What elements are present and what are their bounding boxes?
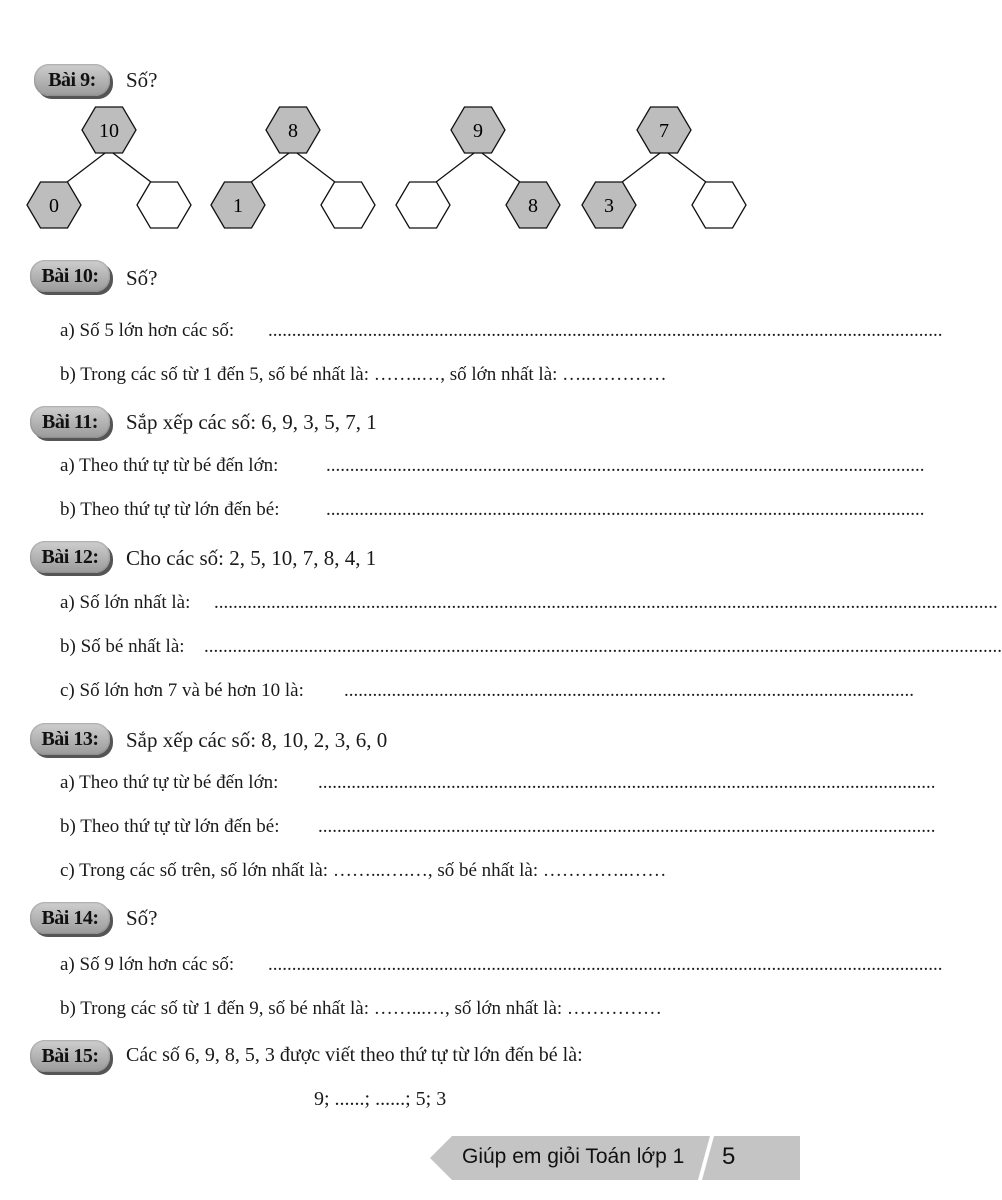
ex10-question-b [60, 364, 667, 386]
ex14-b-blank-largest[interactable]: …………… [566, 998, 662, 1019]
ex11-question-a: a) Theo thứ tự từ bé đến lớn: [60, 455, 279, 476]
exercise-10-badge: Bài 10: [30, 260, 110, 292]
ex12-answer-a-blank[interactable]: ..................................................................................................................................................................... [214, 592, 998, 613]
exercise-11-title: Sắp xếp các số: 6, 9, 3, 5, 7, 1 [126, 410, 377, 434]
ex13-c-blank-largest[interactable]: ……...….…, [332, 860, 433, 881]
bond-4-top: 7 [659, 120, 669, 142]
exercise-14-badge: Bài 14: [30, 902, 110, 934]
bond-2-top: 8 [288, 120, 298, 142]
ex12-question-b: b) Số bé nhất là: [60, 636, 185, 657]
exercise-13-badge: Bài 13: [30, 723, 110, 755]
ex13-question-c [60, 860, 666, 882]
exercise-15-title: Các số 6, 9, 8, 5, 3 được viết theo thứ tự từ lớn đến bé là: [126, 1044, 583, 1066]
page-number: 5 [722, 1143, 736, 1170]
ex10-b-text-mid: số lớn nhất là: [449, 364, 558, 385]
ex11-answer-b-blank[interactable]: .............................................................................................................................. [326, 499, 925, 520]
ex11-answer-a-blank[interactable]: .............................................................................................................................. [326, 455, 925, 476]
number-bond-diagrams [0, 0, 800, 260]
number-bond-4 [582, 107, 746, 228]
ex10-answer-a-blank[interactable]: .............................................................................................................................................. [268, 320, 943, 341]
exercise-9-title: Số? [126, 68, 158, 92]
ex13-c-text: c) Trong các số trên, số lớn nhất là: [60, 860, 329, 881]
number-bond-1 [27, 107, 191, 228]
exercise-13-title: Sắp xếp các số: 8, 10, 2, 3, 6, 0 [126, 728, 388, 752]
bond-2-left: 1 [233, 195, 243, 217]
bond-1-top: 10 [99, 120, 119, 142]
ex14-answer-a-blank[interactable]: .............................................................................................................................................. [268, 954, 943, 975]
exercise-12-badge: Bài 12: [30, 541, 110, 573]
ex12-answer-c-blank[interactable]: ........................................................................................................................ [344, 680, 914, 701]
footer-book-title: Giúp em giỏi Toán lớp 1 [462, 1145, 685, 1168]
ex13-question-a: a) Theo thứ tự từ bé đến lớn: [60, 772, 279, 793]
exercise-12-title: Cho các số: 2, 5, 10, 7, 8, 4, 1 [126, 546, 377, 570]
bond-3-top: 9 [473, 120, 483, 142]
ex10-question-a: a) Số 5 lớn hơn các số: [60, 320, 235, 341]
number-bond-2 [211, 107, 375, 228]
ex14-b-text: b) Trong các số từ 1 đến 9, số bé nhất là: [60, 998, 369, 1019]
exercise-10-title: Số? [126, 266, 158, 290]
ex12-question-a: a) Số lớn nhất là: [60, 592, 191, 613]
ex12-question-c: c) Số lớn hơn 7 và bé hơn 10 là: [60, 680, 304, 701]
ex14-b-text-mid: số lớn nhất là: [454, 998, 563, 1019]
ex14-question-a: a) Số 9 lớn hơn các số: [60, 954, 235, 975]
exercise-14-title: Số? [126, 906, 158, 930]
ex10-b-blank-largest[interactable]: …..………… [562, 364, 667, 385]
ex11-question-b: b) Theo thứ tự từ lớn đến bé: [60, 499, 280, 520]
number-bond-3 [396, 107, 560, 228]
ex13-answer-a-blank[interactable]: .................................................................................................................................. [318, 772, 936, 793]
ex14-b-blank-smallest[interactable]: ……...…, [373, 998, 450, 1019]
ex13-c-text-mid: số bé nhất là: [437, 860, 539, 881]
bond-3-right: 8 [528, 195, 538, 217]
ex13-answer-b-blank[interactable]: .................................................................................................................................. [318, 816, 936, 837]
ex14-question-b [60, 998, 662, 1020]
ex10-b-blank-smallest[interactable]: ……..…, [373, 364, 445, 385]
ex13-question-b: b) Theo thứ tự từ lớn đến bé: [60, 816, 280, 837]
bond-1-left: 0 [49, 195, 59, 217]
ex15-answer-sequence[interactable]: 9; ......; ......; 5; 3 [314, 1088, 447, 1110]
exercise-11-badge: Bài 11: [30, 406, 110, 438]
bond-4-left: 3 [604, 195, 614, 217]
ex13-c-blank-smallest[interactable]: …………..…… [542, 860, 667, 881]
exercise-9-badge: Bài 9: [34, 64, 110, 96]
ex10-b-text: b) Trong các số từ 1 đến 5, số bé nhất là: [60, 364, 369, 385]
exercise-15-badge: Bài 15: [30, 1040, 110, 1072]
ex12-answer-b-blank[interactable]: ........................................................................................................................................................................ [204, 636, 1002, 657]
